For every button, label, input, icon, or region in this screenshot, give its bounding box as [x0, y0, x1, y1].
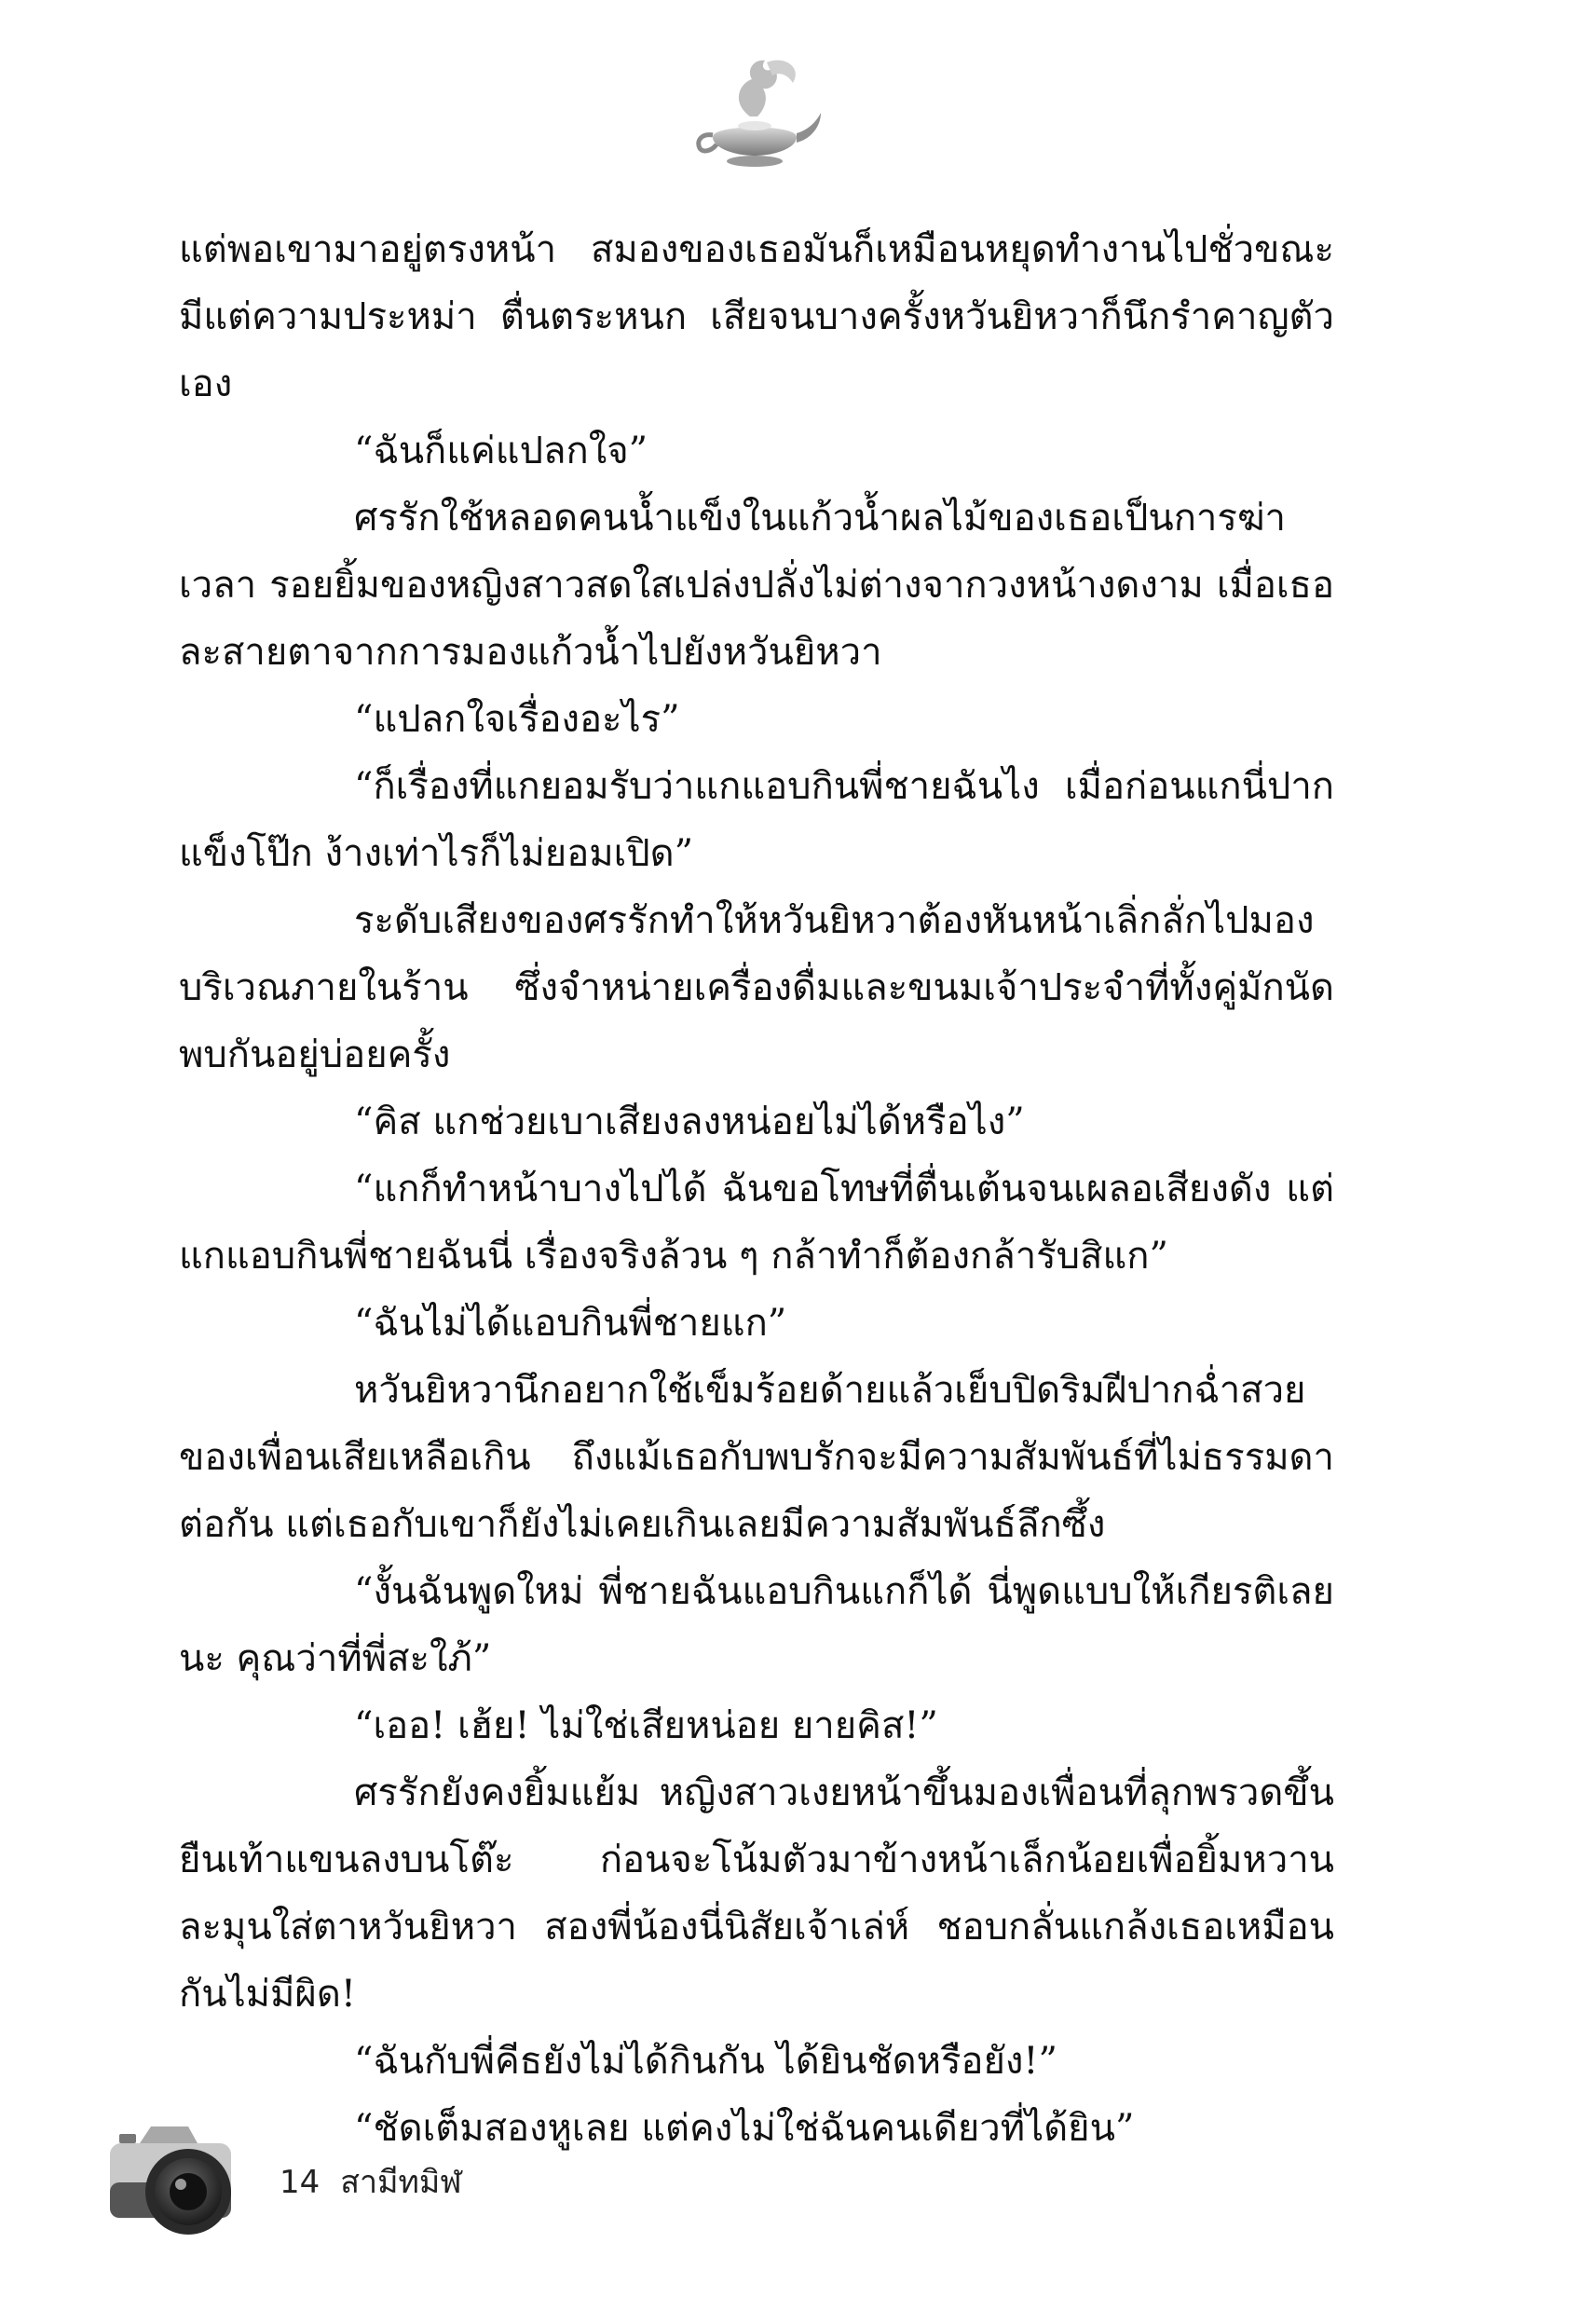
paragraph: “ชัดเต็มสองหูเลย แต่คงไม่ใช่ฉันคนเดียวที่ได้ยิน”: [354, 2107, 1135, 2150]
paragraph: ศรรักยังคงยิ้มแย้ม หญิงสาวเงยหน้าขึ้นมองเพื่อนที่ลุกพรวดขึ้นยืนเท้าแขนลงบนโต๊ะ ก่อนจะโน้มตัวมาข้างหน้าเล็กน้อยเพื่อยิ้มหวานละมุนใส่ตาหวันยิหวา สองพี่น้องนี่นิสัยเจ้าเล่ห์ ชอบกลั่นแกล้งเธอเหมือนกันไม่มีผิด!: [179, 1771, 1334, 2016]
book-title: สามีทมิฬ: [340, 2164, 462, 2201]
paragraph: หวันยิหวานึกอยากใช้เข็มร้อยด้ายแล้วเย็บปิดริมฝีปากฉ่ำสวยของเพื่อนเสียเหลือเกิน ถึงแม้เธอกับพบรักจะมีความสัมพันธ์ที่ไม่ธรรมดาต่อกัน แต่เธอกับเขาก็ยังไม่เคยเกินเลยมีความสัมพันธ์ลึกซึ้ง: [179, 1369, 1334, 1546]
page-folio: [280, 2156, 483, 2207]
paragraph: แต่พอเขามาอยู่ตรงหน้า สมองของเธอมันก็เหมือนหยุดทำงานไปชั่วขณะ มีแต่ความประหม่า ตื่นตระหนก เสียจนบางครั้งหวันยิหวาก็นึกรำคาญตัวเอง: [179, 228, 1334, 405]
paragraph: “แกก็ทำหน้าบางไปได้ ฉันขอโทษที่ตื่นเต้นจนเผลอเสียงดัง แต่แกแอบกินพี่ชายฉันนี่ เรื่องจริงล้วน ๆ กล้าทำก็ต้องกล้ารับสิแก”: [179, 1168, 1334, 1278]
paragraph: ระดับเสียงของศรรักทำให้หวันยิหวาต้องหันหน้าเลิ่กลั่กไปมองบริเวณภายในร้าน ซึ่งจำหน่ายเครื่องดื่มและขนมเจ้าประจำที่ทั้งคู่มักนัดพบกันอยู่บ่อยครั้ง: [179, 899, 1334, 1076]
page-footer: [0, 2115, 1596, 2311]
genie-lamp-icon: [685, 51, 825, 177]
body-text: [179, 216, 1334, 2162]
paragraph: “แปลกใจเรื่องอะไร”: [354, 698, 680, 741]
paragraph: “ฉันกับพี่คีธยังไม่ได้กินกัน ได้ยินชัดหรือยัง!”: [354, 2040, 1057, 2083]
paragraph: “ฉันไม่ได้แอบกินพี่ชายแก”: [354, 1302, 787, 1345]
paragraph: “ก็เรื่องที่แกยอมรับว่าแกแอบกินพี่ชายฉันไง เมื่อก่อนแกนี่ปากแข็งโป๊ก ง้างเท่าไรก็ไม่ยอมเปิด”: [179, 765, 1334, 875]
paragraph: “เออ! เฮ้ย! ไม่ใช่เสียหน่อย ยายคิส!”: [354, 1704, 938, 1747]
paragraph: “คิส แกช่วยเบาเสียงลงหน่อยไม่ได้หรือไง”: [354, 1101, 1025, 1143]
paragraph: “งั้นฉันพูดใหม่ พี่ชายฉันแอบกินแกก็ได้ นี่พูดแบบให้เกียรติเลยนะ คุณว่าที่พี่สะใภ้”: [179, 1570, 1334, 1680]
paragraph: “ฉันก็แค่แปลกใจ”: [354, 430, 648, 472]
page-number: 14: [280, 2164, 321, 2201]
paragraph: ศรรักใช้หลอดคนน้ำแข็งในแก้วน้ำผลไม้ของเธอเป็นการฆ่าเวลา รอยยิ้มของหญิงสาวสดใสเปล่งปลั่งไม่ต่างจากวงหน้างดงาม เมื่อเธอละสายตาจากการมองแก้วน้ำไปยังหวันยิหวา: [179, 497, 1334, 674]
camera-icon: [102, 2115, 252, 2241]
